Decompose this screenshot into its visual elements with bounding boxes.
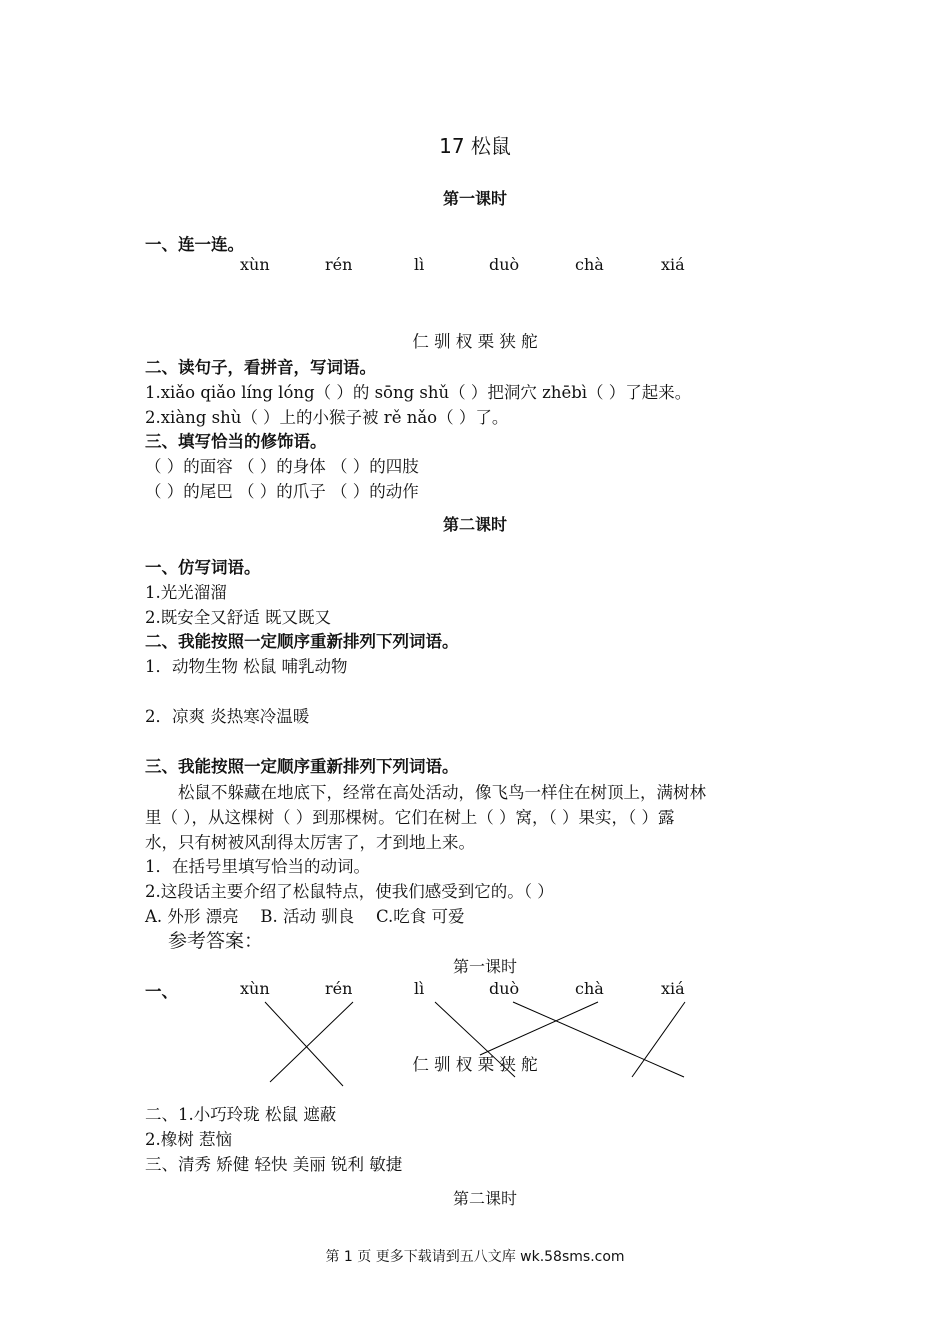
page-footer: 第 1 页 更多下载请到五八文库 wk.58sms.com <box>325 1249 625 1265</box>
answers-q3-line: 三、清秀 矫健 轻快 美丽 锐利 敏捷 <box>145 1155 403 1174</box>
pinyin-item: rén <box>325 255 353 274</box>
lesson2-heading: 第二课时 <box>442 515 507 534</box>
answers-chars-row: 仁 驯 杈 栗 狭 舵 <box>412 1055 538 1074</box>
pinyin-item: duò <box>489 255 520 274</box>
lesson2-q2-label: 二、我能按照一定顺序重新排列下列词语。 <box>145 632 459 651</box>
pinyin-item: rén <box>325 979 353 998</box>
answers-q2-line: 二、1.小巧玲珑 松鼠 遮蔽 <box>145 1105 337 1124</box>
lesson1-q3-line: （ ）的面容 （ ）的身体 （ ）的四肢 <box>145 457 419 476</box>
answers-heading: 参考答案： <box>168 930 264 952</box>
pinyin-item: xiá <box>661 979 685 998</box>
passage-line: 里（ ），从这棵树（ ）到那棵树。它们在树上（ ）窝，（ ）果实，（ ）露 <box>145 808 675 827</box>
pinyin-item: chà <box>575 979 604 998</box>
pinyin-item: xùn <box>240 979 270 998</box>
answers-q1-label: 一、 <box>145 982 178 1001</box>
question-options: A. 外形 漂亮 B. 活动 驯良 C.吃食 可爱 <box>145 907 465 926</box>
lesson1-q1-label: 一、连一连。 <box>145 235 244 254</box>
answers-lesson1-heading: 第一课时 <box>452 957 517 976</box>
pinyin-item: lì <box>414 979 425 998</box>
match-line <box>480 1002 598 1055</box>
lesson2-q1-line: 1.光光溜溜 <box>145 583 227 602</box>
lesson1-chars-row: 仁 驯 杈 栗 狭 舵 <box>412 332 538 351</box>
lesson2-q1-label: 一、仿写词语。 <box>145 558 261 577</box>
lesson2-q1-line: 2.既安全又舒适 既又既又 <box>145 608 331 627</box>
pinyin-item: chà <box>575 255 604 274</box>
pinyin-item: xùn <box>240 255 270 274</box>
page-title: 17 松鼠 <box>439 134 511 158</box>
lesson1-q2-line: 2.xiàng shù（ ）上的小猴子被 rě nǎo（ ）了。 <box>145 408 509 427</box>
passage-line: 松鼠不躲藏在地底下，经常在高处活动，像飞鸟一样住在树顶上，满树林 <box>145 783 706 802</box>
question-item: 2.这段话主要介绍了松鼠特点，使我们感受到它的。（ ） <box>145 882 554 901</box>
lesson1-heading: 第一课时 <box>442 189 507 208</box>
pinyin-item: xiá <box>661 255 685 274</box>
lesson1-q3-line: （ ）的尾巴 （ ）的爪子 （ ）的动作 <box>145 482 419 501</box>
lesson2-q3-label: 三、我能按照一定顺序重新排列下列词语。 <box>145 757 459 776</box>
answers-q2-line: 2.橡树 惹恼 <box>145 1130 232 1149</box>
answers-lesson2-heading: 第二课时 <box>452 1189 517 1208</box>
pinyin-item: duò <box>489 979 520 998</box>
lesson2-q2-line: 1．动物生物 松鼠 哺乳动物 <box>145 657 348 676</box>
lesson1-q3-label: 三、填写恰当的修饰语。 <box>145 432 327 451</box>
lesson1-q2-line: 1.xiǎo qiǎo líng lóng（ ）的 sōng shǔ（ ）把洞穴 zhēbì（ ）了起来。 <box>145 383 692 402</box>
passage-line: 水，只有树被风刮得太厉害了，才到地上来。 <box>145 833 475 852</box>
question-item: 1．在括号里填写恰当的动词。 <box>145 857 370 876</box>
lesson2-q2-line: 2．凉爽 炎热寒冷温暖 <box>145 707 310 726</box>
lesson1-q2-label: 二、读句子，看拼音，写词语。 <box>145 358 376 377</box>
pinyin-item: lì <box>414 255 425 274</box>
